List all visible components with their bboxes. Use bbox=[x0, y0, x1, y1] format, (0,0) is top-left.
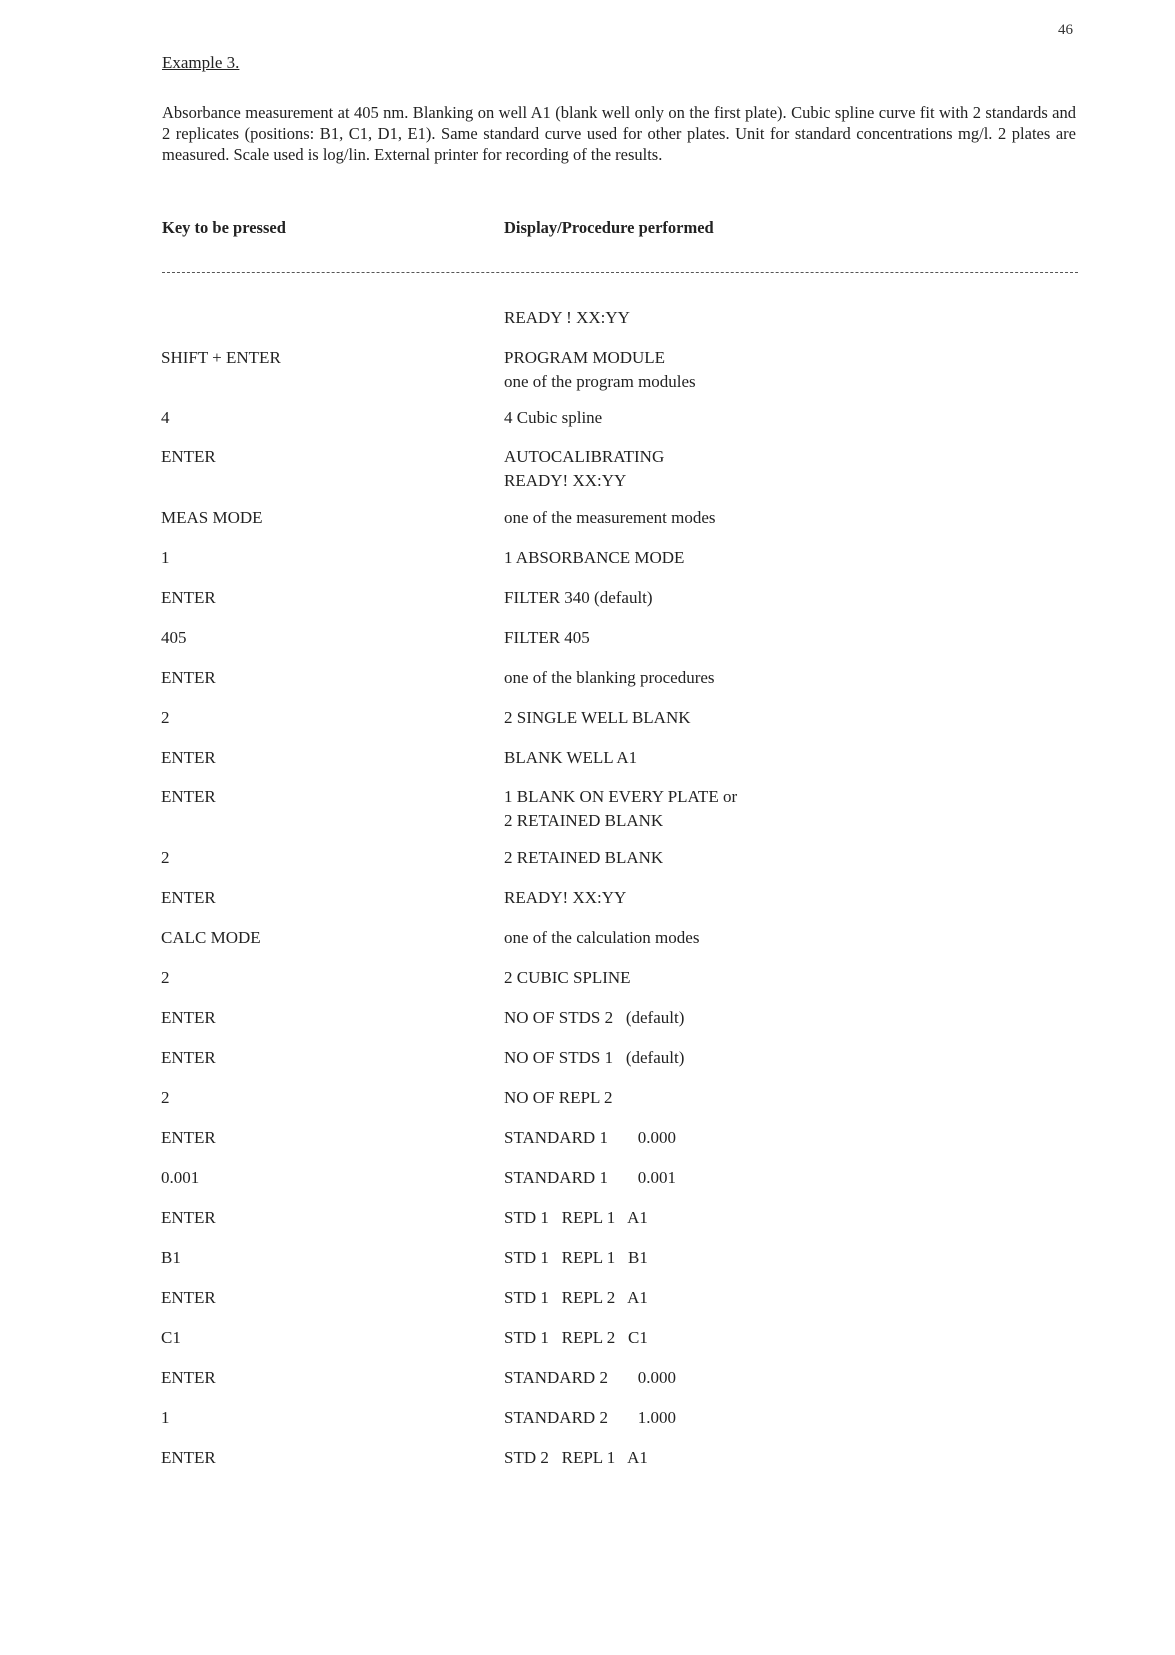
example-heading: Example 3. bbox=[162, 53, 240, 72]
column-header-key: Key to be pressed bbox=[162, 218, 286, 237]
display-line: STD 1 REPL 1 B1 bbox=[504, 1248, 648, 1267]
key-cell: ENTER bbox=[161, 1448, 216, 1467]
key-cell: 2 bbox=[161, 1088, 170, 1107]
display-line: STD 2 REPL 1 A1 bbox=[504, 1448, 648, 1467]
display-cell bbox=[504, 506, 716, 530]
display-line: one of the calculation modes bbox=[504, 928, 700, 947]
key-cell: ENTER bbox=[161, 1368, 216, 1387]
display-cell bbox=[504, 546, 684, 570]
key-cell: ENTER bbox=[161, 1288, 216, 1307]
key-cell: ENTER bbox=[161, 787, 216, 806]
display-line: NO OF STDS 1 (default) bbox=[504, 1048, 685, 1067]
display-cell bbox=[504, 1166, 676, 1190]
display-cell bbox=[504, 1326, 648, 1350]
key-cell: 0.001 bbox=[161, 1168, 200, 1187]
key-cell: ENTER bbox=[161, 748, 216, 767]
key-cell: ENTER bbox=[161, 1208, 216, 1227]
display-line: 1 ABSORBANCE MODE bbox=[504, 548, 685, 567]
key-cell: 2 bbox=[161, 848, 170, 867]
display-cell bbox=[504, 306, 630, 330]
key-cell: ENTER bbox=[161, 447, 216, 466]
key-cell: ENTER bbox=[161, 1008, 216, 1027]
display-cell bbox=[504, 445, 664, 493]
display-cell bbox=[504, 626, 590, 650]
display-line: PROGRAM MODULE bbox=[504, 348, 666, 367]
display-cell bbox=[504, 966, 631, 990]
display-cell bbox=[504, 886, 626, 910]
key-cell: 1 bbox=[161, 1408, 170, 1427]
display-line: READY ! XX:YY bbox=[504, 308, 630, 327]
page-number: 46 bbox=[1058, 22, 1073, 38]
display-cell bbox=[504, 706, 691, 730]
key-cell: ENTER bbox=[161, 1128, 216, 1147]
display-line: STANDARD 1 0.000 bbox=[504, 1128, 676, 1147]
display-line: NO OF STDS 2 (default) bbox=[504, 1008, 685, 1027]
display-line: 1 BLANK ON EVERY PLATE or bbox=[504, 787, 738, 806]
display-line: AUTOCALIBRATING bbox=[504, 447, 665, 466]
display-line: READY! XX:YY bbox=[504, 888, 627, 907]
display-line: NO OF REPL 2 bbox=[504, 1088, 613, 1107]
display-cell bbox=[504, 1126, 676, 1150]
display-cell bbox=[504, 586, 653, 610]
key-cell: CALC MODE bbox=[161, 928, 261, 947]
key-cell: ENTER bbox=[161, 888, 216, 907]
column-header-display: Display/Procedure performed bbox=[504, 218, 714, 237]
display-cell bbox=[504, 1206, 648, 1230]
key-cell: 4 bbox=[161, 408, 170, 427]
display-line: FILTER 405 bbox=[504, 628, 590, 647]
display-line-2: one of the program modules bbox=[504, 372, 696, 391]
key-cell: B1 bbox=[161, 1248, 181, 1267]
display-cell bbox=[504, 746, 637, 770]
key-cell: MEAS MODE bbox=[161, 508, 263, 527]
display-line: one of the blanking procedures bbox=[504, 668, 715, 687]
display-line: 2 RETAINED BLANK bbox=[504, 848, 664, 867]
display-line: FILTER 340 (default) bbox=[504, 588, 653, 607]
display-line: STD 1 REPL 2 A1 bbox=[504, 1288, 648, 1307]
display-cell bbox=[504, 1086, 612, 1110]
display-cell bbox=[504, 1246, 648, 1270]
key-cell: 405 bbox=[161, 628, 187, 647]
key-cell: ENTER bbox=[161, 1048, 216, 1067]
display-line-2: 2 RETAINED BLANK bbox=[504, 811, 664, 830]
dashed-divider bbox=[162, 272, 1078, 273]
key-cell: 1 bbox=[161, 548, 170, 567]
display-cell bbox=[504, 1046, 684, 1070]
display-cell bbox=[504, 666, 715, 690]
key-cell: C1 bbox=[161, 1328, 181, 1347]
key-cell: SHIFT + ENTER bbox=[161, 348, 281, 367]
key-cell: ENTER bbox=[161, 668, 216, 687]
display-line: BLANK WELL A1 bbox=[504, 748, 638, 767]
display-cell bbox=[504, 926, 699, 950]
display-cell bbox=[504, 1446, 648, 1470]
display-line-2: READY! XX:YY bbox=[504, 471, 627, 490]
display-line: 2 SINGLE WELL BLANK bbox=[504, 708, 691, 727]
display-cell bbox=[504, 346, 696, 394]
intro-paragraph: Absorbance measurement at 405 nm. Blanking on well A1 (blank well only on the first plate). Cubic spline curve fit with 2 standards and 2 replicates (positions: B1, C1, D1, E1). Same standard curve used for other plates. Unit for standard concentrations mg/l. 2 plates are measured. Scale used is log/lin. External printer for recording of the results. bbox=[162, 103, 1076, 164]
display-line: 2 CUBIC SPLINE bbox=[504, 968, 631, 987]
display-line: STD 1 REPL 2 C1 bbox=[504, 1328, 648, 1347]
display-line: 4 Cubic spline bbox=[504, 408, 603, 427]
display-cell bbox=[504, 406, 602, 430]
display-line: STD 1 REPL 1 A1 bbox=[504, 1208, 648, 1227]
display-cell bbox=[504, 846, 663, 870]
key-cell: ENTER bbox=[161, 588, 216, 607]
display-line: STANDARD 2 0.000 bbox=[504, 1368, 676, 1387]
display-line: one of the measurement modes bbox=[504, 508, 716, 527]
display-cell bbox=[504, 785, 737, 833]
display-cell bbox=[504, 1286, 648, 1310]
key-cell: 2 bbox=[161, 968, 170, 987]
display-cell bbox=[504, 1006, 684, 1030]
key-cell: 2 bbox=[161, 708, 170, 727]
display-line: STANDARD 1 0.001 bbox=[504, 1168, 676, 1187]
display-cell bbox=[504, 1366, 676, 1390]
display-cell bbox=[504, 1406, 676, 1430]
display-line: STANDARD 2 1.000 bbox=[504, 1408, 676, 1427]
